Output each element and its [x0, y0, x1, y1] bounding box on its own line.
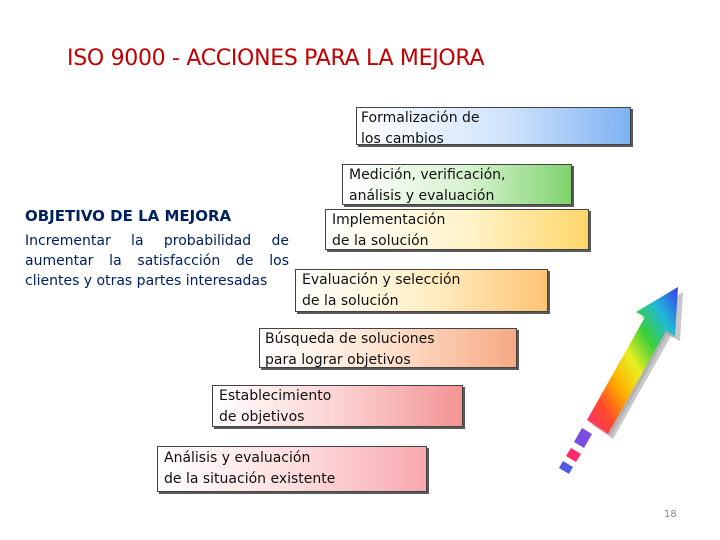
step-evaluacion-seleccion [295, 269, 548, 312]
step-line-2: para lograr objetivos [265, 352, 411, 368]
step-analisis [157, 446, 427, 492]
step-line-2: análisis y evaluación [349, 188, 495, 204]
step-formalizacion [356, 107, 631, 145]
step-line-2: de la solución [302, 293, 399, 309]
page-title: ISO 9000 - ACCIONES PARA LA MEJORA [67, 46, 485, 71]
step-line-1: Formalización de [361, 110, 480, 126]
step-establecimiento [212, 385, 463, 427]
step-line-2: los cambios [361, 131, 444, 147]
step-line-1: Establecimiento [219, 388, 332, 404]
objective-heading: OBJETIVO DE LA MEJORA [25, 207, 232, 225]
objective-line: Incrementar la probabilidad de [25, 233, 289, 249]
step-line-1: Evaluación y selección [302, 272, 461, 288]
rainbow-arrow-icon [552, 282, 702, 477]
step-line-1: Implementación [332, 212, 446, 228]
step-medicion [342, 164, 572, 205]
step-implementacion [325, 209, 589, 250]
step-busqueda-soluciones [259, 328, 517, 368]
objective-line: clientes y otras partes interesadas [25, 273, 268, 289]
page-number: 18 [664, 509, 677, 520]
objective-text [25, 231, 289, 291]
step-line-2: de objetivos [219, 409, 305, 425]
step-line-1: Análisis y evaluación [164, 450, 311, 466]
objective-line: aumentar la satisfacción de los [25, 253, 289, 269]
step-line-1: Búsqueda de soluciones [265, 331, 435, 347]
step-line-1: Medición, verificación, [349, 167, 506, 183]
step-line-2: de la situación existente [164, 471, 336, 487]
step-line-2: de la solución [332, 233, 429, 249]
